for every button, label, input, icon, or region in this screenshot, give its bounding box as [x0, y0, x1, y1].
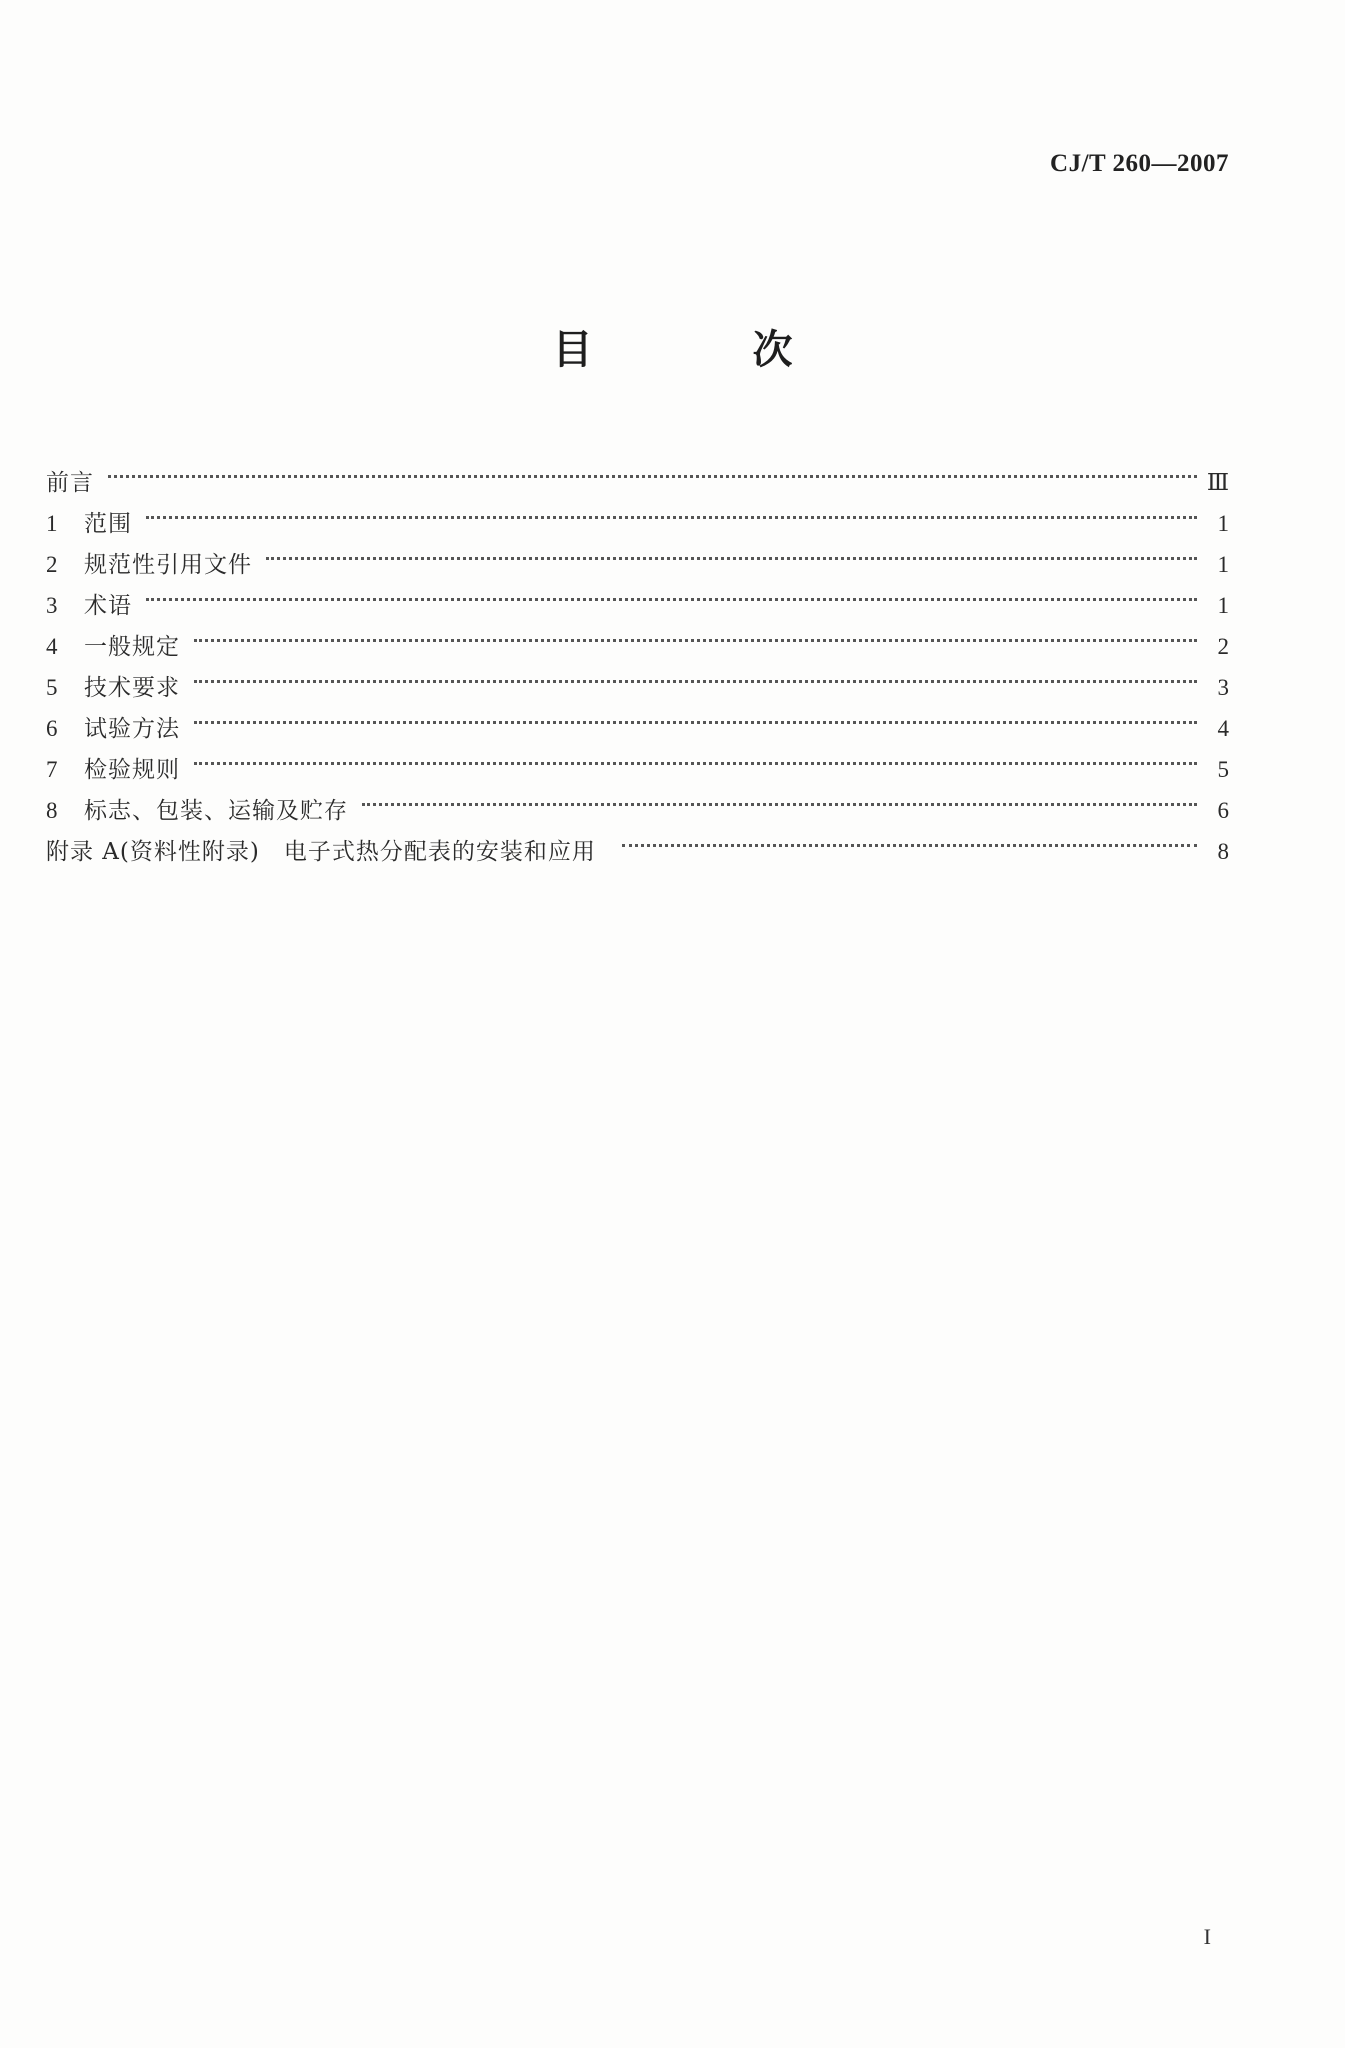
- toc-entry-page: 3: [1217, 675, 1229, 700]
- toc-entry-page: Ⅲ: [1206, 470, 1229, 495]
- toc-dot-leader: [194, 613, 1197, 654]
- toc-entry-label: 术语: [84, 593, 132, 619]
- toc-entry-label: 规范性引用文件: [84, 552, 252, 578]
- toc-entry-foreword[interactable]: [46, 449, 1229, 496]
- toc-entry-5[interactable]: [46, 654, 1229, 701]
- toc-entry-number: 6: [46, 716, 58, 741]
- toc-entry-number: 8: [46, 798, 58, 823]
- toc-entry-page: 1: [1217, 511, 1229, 536]
- toc-entry-page: 8: [1217, 839, 1229, 864]
- toc-entry-number: 3: [46, 593, 58, 618]
- toc-entry-7[interactable]: [46, 736, 1229, 783]
- toc-entry-label: 范围: [84, 511, 132, 537]
- toc-dot-leader: [266, 531, 1197, 572]
- toc-entry-number: 2: [46, 552, 58, 577]
- toc-entry-number: 7: [46, 757, 58, 782]
- toc-entry-1[interactable]: [46, 490, 1229, 537]
- toc-entry-page: 5: [1217, 757, 1229, 782]
- toc-dot-leader: [146, 490, 1197, 531]
- toc-entry-6[interactable]: [46, 695, 1229, 742]
- toc-entry-2[interactable]: [46, 531, 1229, 578]
- toc-entry-label: 前言: [46, 470, 94, 496]
- toc-entry-number: 4: [46, 634, 58, 659]
- toc-dot-leader: [194, 736, 1197, 777]
- standard-code: CJ/T 260—2007: [1050, 150, 1229, 177]
- toc-dot-leader: [194, 695, 1197, 736]
- toc-entry-label: 试验方法: [84, 716, 180, 742]
- toc-entry-page: 6: [1217, 798, 1229, 823]
- page-title: 目 次: [552, 327, 853, 373]
- toc-dot-leader: [362, 777, 1197, 818]
- toc-entry-4[interactable]: [46, 613, 1229, 660]
- toc-entry-label: 检验规则: [84, 757, 180, 783]
- toc-entry-label: 附录 A(资料性附录) 电子式热分配表的安装和应用: [46, 839, 596, 865]
- toc-dot-leader: [108, 449, 1197, 490]
- toc-entry-page: 1: [1217, 552, 1229, 577]
- toc-entry-label: 技术要求: [84, 675, 180, 701]
- toc-entry-label: 标志、包装、运输及贮存: [84, 798, 348, 824]
- toc-entry-number: 1: [46, 511, 58, 536]
- toc-entry-page: 1: [1217, 593, 1229, 618]
- toc-entry-8[interactable]: [46, 777, 1229, 824]
- toc-entry-3[interactable]: [46, 572, 1229, 619]
- table-of-contents: [46, 449, 1229, 865]
- page-number: I: [1203, 1924, 1211, 1949]
- toc-dot-leader: [194, 654, 1197, 695]
- toc-entry-page: 4: [1217, 716, 1229, 741]
- toc-dot-leader: [146, 572, 1197, 613]
- toc-dot-leader: [622, 818, 1197, 859]
- toc-entry-page: 2: [1217, 634, 1229, 659]
- toc-entry-label: 一般规定: [84, 634, 180, 660]
- toc-entry-number: 5: [46, 675, 58, 700]
